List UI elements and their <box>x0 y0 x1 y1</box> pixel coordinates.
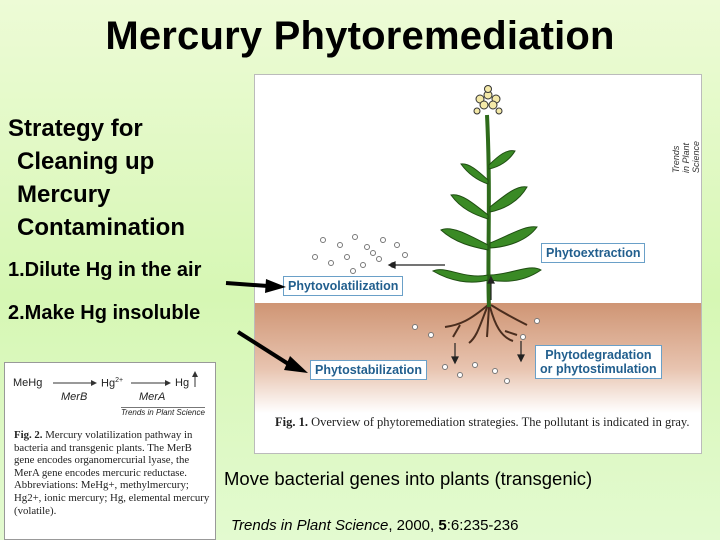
label-phytoextraction: Phytoextraction <box>541 243 645 263</box>
strategy-line: Mercury <box>17 181 111 208</box>
mehg-label: MeHg <box>13 377 43 389</box>
hg-label: Hg <box>175 377 190 389</box>
figure1-caption <box>275 415 689 430</box>
figure2-caption-label: Fig. 2. <box>14 429 43 441</box>
figure2-caption-text: Mercury volatilization pathway in bacteria and transgenic plants. The MerB gene encodes organomercurial lyase, the MerA gene encodes mercuric reductase. Abbreviations: MeHg+, methylmercury; Hg2+, ionic mercury; Hg, elemental mercury (volatile). <box>14 429 210 517</box>
figure2-caption <box>14 429 212 517</box>
mercury-pathway-figure <box>4 362 216 540</box>
label-phytodegradation-line2: or phytostimulation <box>540 362 657 376</box>
label-phytodegradation <box>535 345 662 379</box>
plant-flowers <box>474 86 502 115</box>
label-phytovolatilization: Phytovolatilization <box>283 276 403 296</box>
figure1-caption-label: Fig. 1. <box>275 415 308 429</box>
strategy-line: Contamination <box>17 214 185 241</box>
strategy-heading <box>8 112 185 244</box>
hg2-label: $Hg^{2+}$ <box>101 377 124 390</box>
figure2-journal-tag: Trends in Plant Science <box>121 408 205 417</box>
phytoremediation-figure <box>254 74 702 454</box>
citation-journal: Trends in Plant Science <box>231 517 389 534</box>
figure1-caption-text: Overview of phytoremediation strategies. The pollutant is indicated in gray. <box>311 415 690 429</box>
citation-year: , 2000, <box>388 517 439 534</box>
strategy-line: Strategy for <box>8 115 143 142</box>
merb-label: MerB <box>61 391 88 403</box>
step-insoluble: 2.Make Hg insoluble <box>8 302 201 324</box>
label-phytodegradation-line1: Phytodegradation <box>545 348 652 362</box>
mera-label: MerA <box>139 391 166 403</box>
figure1-journal-tag: Trends in Plant Science <box>671 140 701 173</box>
label-phytostabilization: Phytostabilization <box>310 360 427 380</box>
phytoremediation-illustration <box>255 75 701 453</box>
citation <box>231 517 518 534</box>
citation-pages: :6:235-236 <box>446 517 519 534</box>
strategy-line: Cleaning up <box>17 148 155 175</box>
citation-volume: 5 <box>438 517 447 534</box>
step-dilute: 1.Dilute Hg in the air <box>8 259 202 281</box>
transgenic-note: Move bacterial genes into plants (transgenic) <box>224 468 593 489</box>
slide-title: Mercury Phytoremediation <box>105 14 615 58</box>
